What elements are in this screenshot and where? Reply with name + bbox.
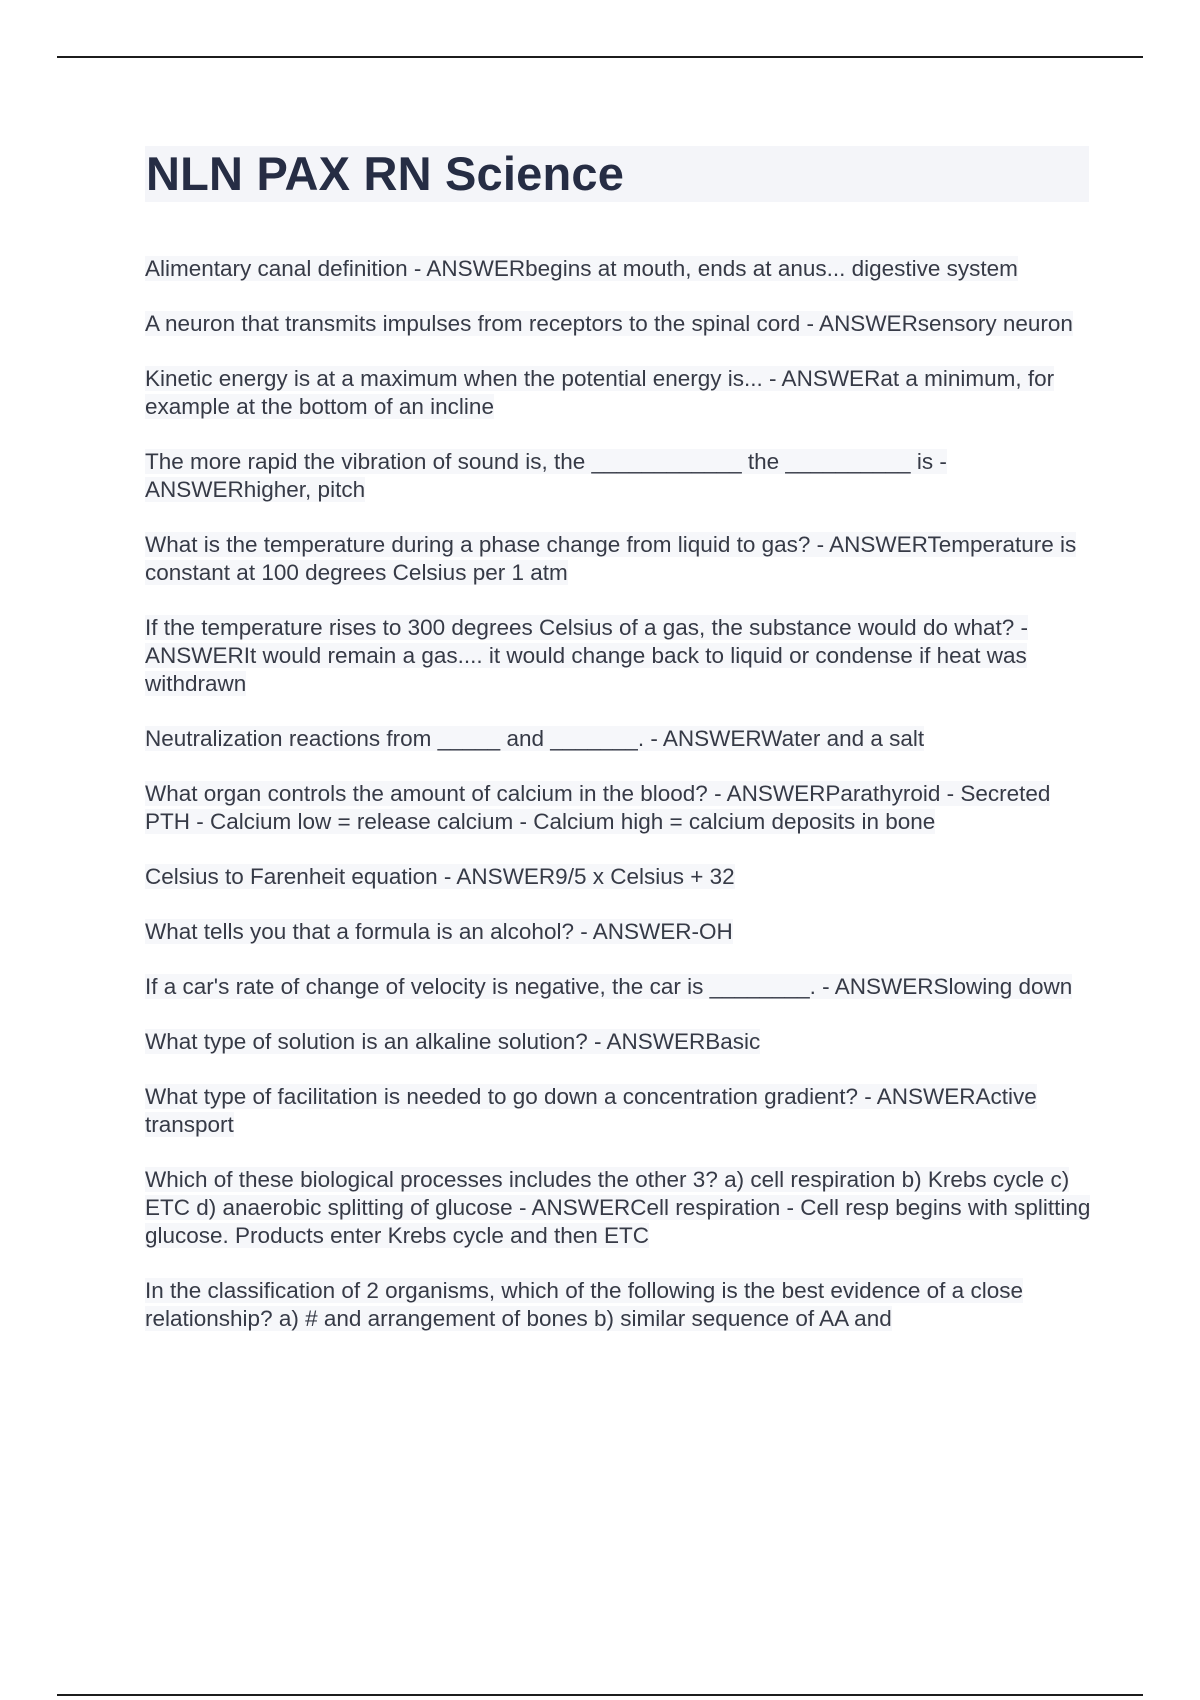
flashcard-item (145, 918, 1095, 946)
flashcard-item (145, 863, 1095, 891)
bottom-rule (57, 1694, 1143, 1696)
flashcard-item (145, 448, 1095, 504)
flashcard-text: What type of solution is an alkaline solution? - ANSWERBasic (145, 1029, 761, 1054)
flashcard-item (145, 725, 1095, 753)
flashcard-item (145, 614, 1095, 698)
flashcard-item (145, 1166, 1095, 1250)
flashcard-item (145, 1083, 1095, 1139)
flashcard-text: Neutralization reactions from _____ and _______. - ANSWERWater and a salt (145, 726, 925, 751)
flashcard-item (145, 780, 1095, 836)
flashcard-text: If a car's rate of change of velocity is negative, the car is ________. - ANSWERSlowing down (145, 974, 1073, 999)
flashcard-text: The more rapid the vibration of sound is, the ____________ the __________ is - ANSWERhigher, pitch (145, 449, 947, 502)
flashcard-text: Which of these biological processes includes the other 3? a) cell respiration b) Krebs cycle c) ETC d) anaerobic splitting of glucose - ANSWERCell respiration - Cell resp begins with splitting glucose. Products enter Krebs cycle and then ETC (145, 1167, 1091, 1248)
flashcard-item (145, 1028, 1095, 1056)
flashcard-text: What organ controls the amount of calcium in the blood? - ANSWERParathyroid - Secreted PTH - Calcium low = release calcium - Calcium high = calcium deposits in bone (145, 781, 1051, 834)
top-rule (57, 56, 1143, 58)
flashcard-list (145, 255, 1095, 1360)
flashcard-item (145, 310, 1095, 338)
flashcard-item (145, 365, 1095, 421)
flashcard-text: What type of facilitation is needed to go down a concentration gradient? - ANSWERActive transport (145, 1084, 1037, 1137)
page-title: NLN PAX RN Science (146, 147, 625, 200)
flashcard-text: What is the temperature during a phase change from liquid to gas? - ANSWERTemperature is constant at 100 degrees Celsius per 1 atm (145, 532, 1077, 585)
flashcard-text: A neuron that transmits impulses from receptors to the spinal cord - ANSWERsensory neuron (145, 311, 1073, 336)
flashcard-item (145, 973, 1095, 1001)
flashcard-text: In the classification of 2 organisms, which of the following is the best evidence of a close relationship? a) # and arrangement of bones b) similar sequence of AA and (145, 1278, 1023, 1331)
flashcard-item (145, 1277, 1095, 1333)
flashcard-text: What tells you that a formula is an alcohol? - ANSWER-OH (145, 919, 733, 944)
flashcard-item (145, 531, 1095, 587)
flashcard-item (145, 255, 1095, 283)
flashcard-text: Alimentary canal definition - ANSWERbegins at mouth, ends at anus... digestive system (145, 256, 1018, 281)
flashcard-text: If the temperature rises to 300 degrees Celsius of a gas, the substance would do what? - ANSWERIt would remain a gas.... it would change back to liquid or condense if heat was withdrawn (145, 615, 1029, 696)
flashcard-text: Kinetic energy is at a maximum when the potential energy is... - ANSWERat a minimum, for example at the bottom of an incline (145, 366, 1055, 419)
flashcard-text: Celsius to Farenheit equation - ANSWER9/5 x Celsius + 32 (145, 864, 735, 889)
